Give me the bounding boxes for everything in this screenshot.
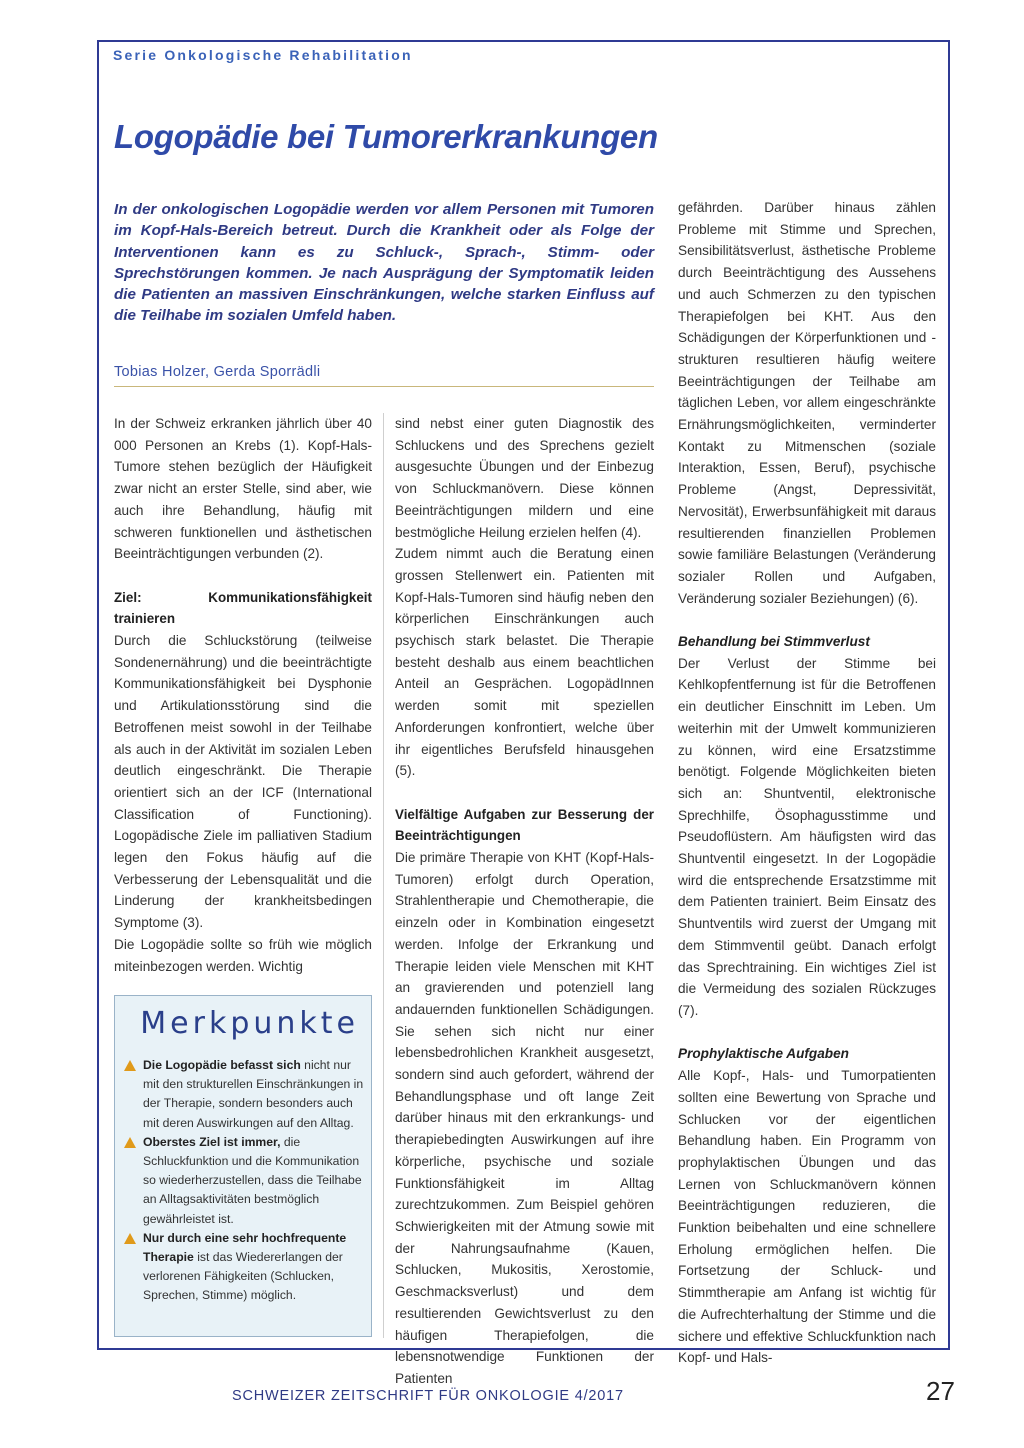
- paragraph: Die Logopädie sollte so früh wie möglich miteinbezogen werden. Wichtig: [114, 936, 372, 974]
- divider: [114, 386, 654, 387]
- column-2: [395, 413, 654, 1390]
- article-title: Logopädie bei Tumorerkrankungen: [114, 118, 658, 155]
- list-item: Die Logopädie befasst sich nicht nur mit den strukturellen Einschränkungen in der Therapie, sondern besonders auch mit deren Auswirkungen auf den Alltag.: [123, 1056, 367, 1133]
- lead-paragraph: In der onkologischen Logopädie werden vor allem Personen mit Tumoren im Kopf-Hals-Bereich betreut. Durch die Krankheit oder als Folge der Interventionen kann es zu Schluck-, Sprach-, Stimm- oder Sprechstörungen kommen. Je nach Ausprägung der Symptomatik leiden die Patienten an massiven Einschränkungen, welche starken Einfluss auf die Teilhabe im sozialen Umfeld haben.: [114, 201, 654, 325]
- column-3: [678, 197, 936, 1369]
- page-number: 27: [926, 1376, 955, 1406]
- paragraph: Zudem nimmt auch die Beratung einen grossen Stellenwert ein. Patienten mit Kopf-Hals-Tumoren sind häufig neben den körperlichen Einschränkungen auch psychisch stark belastet. Die Therapie besteht deshalb aus einem beachtlichen Anteil an Gesprächen. LogopädInnen werden somit mit speziellen Anforderungen konfrontiert, welche über ihr eigentliches Berufsfeld hinausgehen (5).: [395, 546, 654, 779]
- section-heading: Prophylaktische Aufgaben: [678, 1046, 849, 1062]
- list-item: Nur durch eine sehr hochfrequente Therapie ist das Wiedererlangen der verlorenen Fähigkeiten (Schlucken, Sprechen, Stimme) möglich.: [123, 1229, 367, 1306]
- list-item: Oberstes Ziel ist immer, die Schluckfunktion und die Kommunikation so wiederherzustellen, dass die Teilhabe an Alltagsaktivitäten bestmöglich gewährleistet ist.: [123, 1133, 367, 1229]
- triangle-bullet-icon: [124, 1060, 136, 1071]
- column-divider: [383, 413, 384, 1338]
- paragraph: sind nebst einer guten Diagnostik des Schluckens und des Sprechens gezielt ausgesuchte Übungen und der Einbezug von Schluckmanövern. Diese können Beeinträchtigungen mildern und eine bestmögliche Heilung erzielen helfen (4).: [395, 416, 654, 540]
- triangle-bullet-icon: [124, 1233, 136, 1244]
- paragraph: Alle Kopf-, Hals- und Tumorpatienten sollten eine Bewertung von Sprache und Schlucken vor der eigentlichen Behandlung haben. Ein Programm von prophylaktischen Übungen und das Lernen von Schluckmanövern können Beeinträchtigungen reduzieren, die Funktion beibehalten und eine schnellere Erholung ermöglichen helfen. Die Fortsetzung der Schluck- und Stimmtherapie am Anfang ist wichtig für die Aufrechterhaltung der Stimme und die sichere und effektive Schluckfunktion nach Kopf- und Hals-: [678, 1068, 936, 1366]
- authors: Tobias Holzer, Gerda Sporrädli: [114, 364, 321, 380]
- merkpunkte-box: [114, 995, 372, 1337]
- merkpunkte-title: Merkpunkte: [140, 1006, 359, 1041]
- column-1: [114, 413, 372, 977]
- paragraph: In der Schweiz erkranken jährlich über 40 000 Personen an Krebs (1). Kopf-Hals-Tumore stehen bezüglich der Häufigkeit zwar nicht an erster Stelle, sind aber, wie auch ihre Behandlung, häufig mit schweren funktionellen und ästhetischen Beeinträchtigungen verbunden (2).: [114, 416, 372, 562]
- section-heading: Vielfältige Aufgaben zur Besserung der Beeinträchtigungen: [395, 806, 654, 844]
- paragraph: Der Verlust der Stimme bei Kehlkopfentfernung ist für die Betroffenen ein deutlicher Einschnitt im Leben. Um weiterhin mit der Umwelt kommunizieren zu können, wird eine Ersatzstimme benötigt. Folgende Möglichkeiten bieten sich an: Shuntventil, elektronische Sprechhilfe, Ösophagusstimme und Pseudoflüstern. Am häufigsten wird das Shuntventil eingesetzt. In der Logopädie wird die entsprechende Ersatzstimme mit dem Patienten trainiert. Beim Einsatz des Shuntventils wird zuerst der Umgang mit dem Stimmventil geübt. Danach erfolgt das Sprechtraining. Ein wichtiges Ziel ist die Vermeidung des sozialen Rückzuges (7).: [678, 655, 936, 1018]
- merkpunkte-list: [123, 1056, 367, 1306]
- series-label: Serie Onkologische Rehabilitation: [113, 47, 413, 63]
- triangle-bullet-icon: [124, 1137, 136, 1148]
- section-heading: Behandlung bei Stimmverlust: [678, 634, 870, 650]
- section-heading: Ziel: Kommunikationsfähigkeit trainieren: [114, 589, 372, 627]
- paragraph: gefährden. Darüber hinaus zählen Probleme mit Stimme und Sprechen, Sensibilitätsverlust, ästhetische Probleme durch Beeinträchtigung des Aussehens und auch Schmerzen zu den typischen Therapiefolgen bei KHT. Aus den Schädigungen der Körperfunktionen und -strukturen resultieren häufig weitere Beeinträchtigungen der Teilhabe am täglichen Leben, vor allem eingeschränkte Ernährungsmöglichkeiten, verminderter Kontakt zu Mitmenschen (soziale Interaktion, Essen, Beruf), psychische Probleme (Angst, Depressivität, Nervosität), Erwerbsunfähigkeit mit daraus resultierenden finanziellen Problemen sowie familiäre Belastungen (Veränderung sozialer Rollen und Aufgaben, Veränderung sozialer Beziehungen) (6).: [678, 200, 936, 606]
- paragraph: Die primäre Therapie von KHT (Kopf-Hals-Tumoren) erfolgt durch Operation, Strahlentherapie und Chemotherapie, die einzeln oder in Kombination eingesetzt werden. Infolge der Erkrankung und Therapie leiden viele Menschen mit KHT an gravierenden und potenziell lang andauernden funktionellen Schädigungen. Sie sehen sich nicht nur einer lebensbedrohlichen Krankheit ausgesetzt, sondern sind auch gefordert, während der Behandlungsphase und oft lange Zeit darüber hinaus mit den erkrankungs- und therapiebedingten Auswirkungen auf ihre körperliche, psychische und soziale Funktionsfähigkeit im Alltag zurechtzukommen. Zum Beispiel gehören Schwierigkeiten mit der Atmung sowie mit der Nahrungsaufnahme (Kauen, Schlucken, Mukositis, Xerostomie, Geschmacksverlust) und dem resultierenden Gewichtsverlust zu den häufigen Therapiefolgen, die lebensnotwendige Funktionen der Patienten: [395, 850, 654, 1386]
- paragraph: Durch die Schluckstörung (teilweise Sondenernährung) und die beeinträchtigte Kommunikationsfähigkeit bei Dysphonie und Artikulationsstörung sind die Betroffenen meist sowohl in der Teilhabe als auch in der Aktivität im sozialen Leben deutlich eingeschränkt. Die Therapie orientiert sich an der ICF (International Classification of Functioning). Logopädische Ziele im palliativen Stadium legen den Fokus häufig auf die Verbesserung der Lebensqualität und die Linderung der krankheitsbedingen Symptome (3).: [114, 633, 372, 931]
- journal-footer: SCHWEIZER ZEITSCHRIFT FÜR ONKOLOGIE 4/2017: [232, 1388, 624, 1404]
